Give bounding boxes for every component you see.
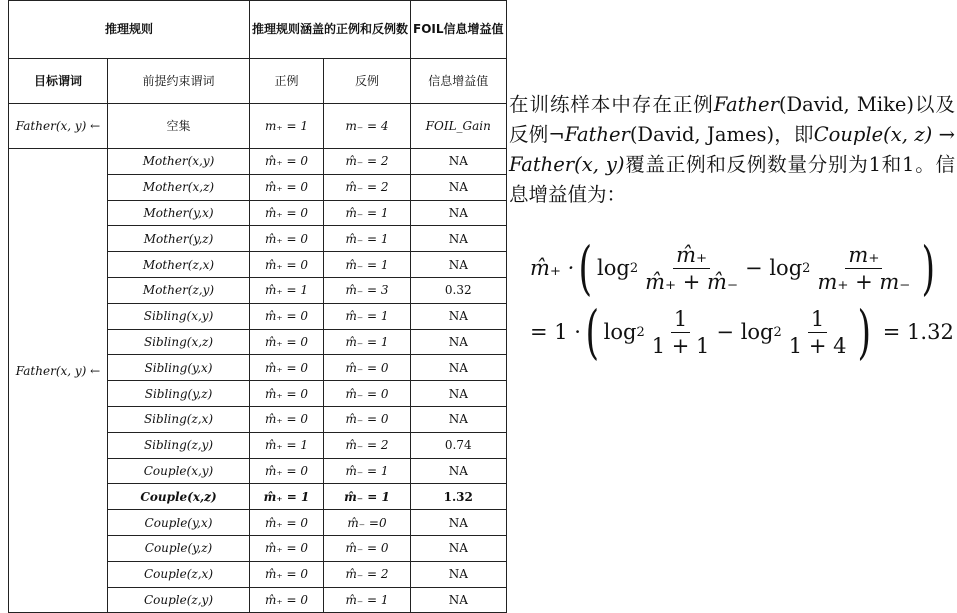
pos-cell: m̂₊ = 0 (250, 381, 324, 407)
pos-cell: m̂₊ = 0 (250, 406, 324, 432)
frac3-den: 1 + 1 (651, 333, 710, 358)
neg-cell: m̂₋ = 1 (323, 303, 410, 329)
pos-cell: m̂₊ = 0 (250, 561, 324, 587)
gain-cell: 0.74 (411, 432, 507, 458)
premise-cell: Couple(y,z) (108, 535, 250, 561)
gain-cell: NA (411, 458, 507, 484)
gain-cell: NA (411, 561, 507, 587)
header-cover: 推理规则涵盖的正例和反例数 (250, 1, 411, 59)
gain-formula (530, 234, 954, 366)
target-lhs: Father(x, y) ← (9, 149, 108, 613)
neg-cell: m̂₋ = 2 (323, 174, 410, 200)
premise-cell: Sibling(z,y) (108, 432, 250, 458)
pos-cell: m̂₊ = 0 (250, 458, 324, 484)
pos-cell: m̂₊ = 0 (250, 329, 324, 355)
target-lhs-empty: Father(x, y) ← (9, 104, 108, 149)
pos-cell: m̂₊ = 0 (250, 355, 324, 381)
neg-cell: m̂₋ = 2 (323, 432, 410, 458)
empty-pos: m₊ = 1 (250, 104, 324, 149)
empty-neg: m₋ = 4 (323, 104, 410, 149)
right-paren-1: ) (921, 234, 936, 302)
foil-table (8, 0, 507, 613)
pos-cell: m̂₊ = 0 (250, 226, 324, 252)
left-paren-2: ( (585, 298, 600, 366)
neg-cell: m̂₋ = 1 (323, 587, 410, 613)
neg-cell: m̂₋ = 1 (323, 329, 410, 355)
neg-cell: m̂₋ = 1 (323, 484, 410, 510)
gain-cell: NA (411, 329, 507, 355)
gain-cell: NA (411, 587, 507, 613)
premise-cell: Mother(y,x) (108, 200, 250, 226)
neg-cell: m̂₋ = 0 (323, 535, 410, 561)
text-p3: (David, James)，即 (629, 123, 814, 146)
minus-1: − (745, 256, 763, 280)
premise-cell: Sibling(z,x) (108, 406, 250, 432)
pos-cell: m̂₊ = 0 (250, 535, 324, 561)
formula-result: = 1.32 (882, 320, 954, 344)
frac4-num: 1 (808, 306, 827, 333)
fraction-4 (786, 306, 850, 359)
log-base-3: 2 (636, 324, 645, 340)
text-father-1: Father (713, 93, 779, 116)
gain-cell: NA (411, 510, 507, 536)
col-pos: 正例 (250, 59, 324, 104)
gain-cell: NA (411, 355, 507, 381)
premise-cell: Mother(x,y) (108, 149, 250, 175)
pos-cell: m̂₊ = 0 (250, 587, 324, 613)
minus-2: − (716, 320, 734, 344)
text-p1: 在训练样本中存在正例 (509, 93, 714, 116)
pos-cell: m̂₊ = 0 (250, 174, 324, 200)
frac2-num: m₊ (845, 242, 882, 269)
col-neg: 反例 (323, 59, 410, 104)
neg-cell: m̂₋ = 3 (323, 277, 410, 303)
fraction-3 (649, 306, 713, 359)
gain-cell: NA (411, 381, 507, 407)
gain-cell: 1.32 (411, 484, 507, 510)
premise-cell: Mother(x,z) (108, 174, 250, 200)
neg-cell: m̂₋ = 2 (323, 149, 410, 175)
pos-cell: m̂₊ = 0 (250, 510, 324, 536)
neg-cell: m̂₋ =0 (323, 510, 410, 536)
gain-cell: NA (411, 535, 507, 561)
pos-cell: m̂₊ = 0 (250, 252, 324, 278)
neg-cell: m̂₋ = 0 (323, 381, 410, 407)
right-paren-2: ) (857, 298, 872, 366)
gain-cell: NA (411, 174, 507, 200)
col-premise: 前提约束谓词 (108, 59, 250, 104)
log-base-4: 2 (773, 324, 782, 340)
frac1-num: m̂₊ (673, 242, 710, 269)
premise-cell: Sibling(y,x) (108, 355, 250, 381)
col-target: 目标谓词 (9, 59, 108, 104)
premise-cell: Couple(x,y) (108, 458, 250, 484)
gain-cell: NA (411, 149, 507, 175)
fraction-1 (642, 242, 741, 295)
pos-cell: m̂₊ = 0 (250, 303, 324, 329)
pos-cell: m̂₊ = 0 (250, 149, 324, 175)
formula-line-2 (530, 298, 954, 366)
log-4: log (740, 320, 774, 344)
table-row (9, 149, 507, 175)
gain-cell: 0.32 (411, 277, 507, 303)
frac3-num: 1 (671, 306, 690, 333)
gain-cell: NA (411, 406, 507, 432)
premise-cell: Mother(y,z) (108, 226, 250, 252)
pos-cell: m̂₊ = 1 (250, 484, 324, 510)
header-rule: 推理规则 (9, 1, 250, 59)
neg-cell: m̂₋ = 0 (323, 355, 410, 381)
header-gain: FOIL信息增益值 (411, 1, 507, 59)
gain-cell: NA (411, 303, 507, 329)
premise-cell: Couple(y,x) (108, 510, 250, 536)
log-base-1: 2 (629, 260, 639, 276)
gain-cell: NA (411, 226, 507, 252)
neg-cell: m̂₋ = 1 (323, 458, 410, 484)
empty-premise: 空集 (108, 104, 250, 149)
formula-prefix-1: m̂₊ · (530, 256, 575, 280)
gain-cell: NA (411, 252, 507, 278)
premise-cell: Sibling(y,z) (108, 381, 250, 407)
pos-cell: m̂₊ = 1 (250, 277, 324, 303)
log-3: log (603, 320, 637, 344)
explanation-text (509, 90, 955, 210)
log-base-2: 2 (802, 260, 811, 276)
neg-cell: m̂₋ = 1 (323, 226, 410, 252)
text-p2: (David, Mike)以及反例¬ (509, 93, 955, 146)
log-1: log (597, 256, 630, 280)
pos-cell: m̂₊ = 1 (250, 432, 324, 458)
col-gain: 信息增益值 (411, 59, 507, 104)
neg-cell: m̂₋ = 2 (323, 561, 410, 587)
pos-cell: m̂₊ = 0 (250, 200, 324, 226)
frac4-den: 1 + 4 (788, 333, 847, 358)
premise-cell: Couple(z,y) (108, 587, 250, 613)
premise-cell: Couple(z,x) (108, 561, 250, 587)
neg-cell: m̂₋ = 0 (323, 406, 410, 432)
neg-cell: m̂₋ = 1 (323, 200, 410, 226)
text-couple-expr: Couple(x, z) → Father(x, y) (509, 123, 955, 176)
formula-line-1 (530, 236, 950, 300)
formula-prefix-2: = 1 · (530, 320, 581, 344)
frac1-den: m̂₊ + m̂₋ (645, 269, 739, 294)
premise-cell: Sibling(x,z) (108, 329, 250, 355)
empty-gain: FOIL_Gain (411, 104, 507, 149)
frac2-den: m₊ + m₋ (817, 269, 911, 294)
text-p4: 覆盖正例和反例数量分别为1和1。信息增益值为： (509, 153, 955, 206)
neg-cell: m̂₋ = 1 (323, 252, 410, 278)
premise-cell: Mother(z,x) (108, 252, 250, 278)
gain-cell: NA (411, 200, 507, 226)
log-2: log (769, 256, 803, 280)
premise-cell: Sibling(x,y) (108, 303, 250, 329)
premise-cell: Couple(x,z) (108, 484, 250, 510)
fraction-2 (814, 242, 913, 295)
premise-cell: Mother(z,y) (108, 277, 250, 303)
text-father-2: Father (564, 123, 630, 146)
left-paren-1: ( (578, 234, 593, 302)
